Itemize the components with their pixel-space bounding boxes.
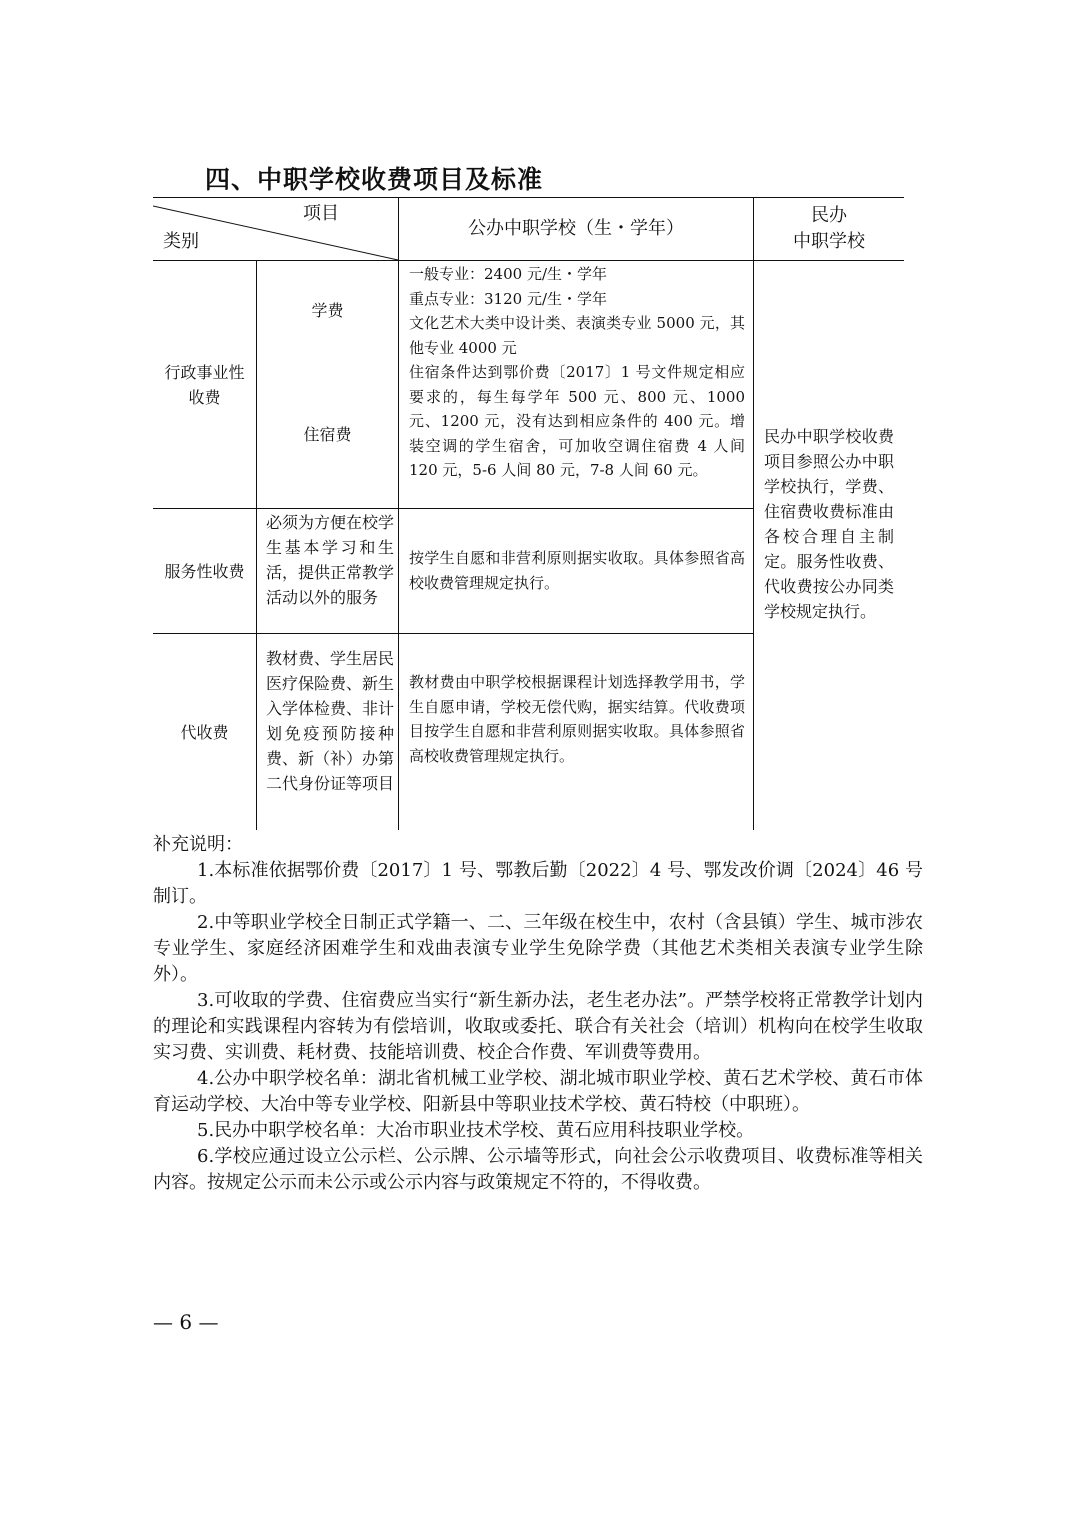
header-corner-category: 类别 [163, 231, 199, 252]
public-tuition-text [409, 262, 745, 360]
group-service-fee: 服务性收费 [164, 561, 245, 581]
column-divider-item [256, 260, 257, 830]
note-item: 1.本标准依据鄂价费〔2017〕1 号、鄂教后勤〔2022〕4 号、鄂发改价调〔2024〕46 号制订。 [153, 860, 923, 907]
public-lodging-text: 住宿条件达到鄂价费〔2017〕1 号文件规定相应要求的，每生每学年 500 元、800 元、1000 元、1200 元，没有达到相应条件的 400 元。增装空调的学生宿舍，可加收空调住宿费 4 人间 120 元，5-6 人间 80 元，7-8 人间 60 元。 [409, 363, 745, 480]
public-tuition-general: 一般专业：2400 元/生・学年 [409, 265, 607, 283]
item-tuition: 学费 [311, 300, 344, 320]
public-agency-text: 教材费由中职学校根据课程计划选择教学用书，学生自愿申请，学校无偿代购，据实结算。代收费项目按学生自愿和非营利原则据实收取。具体参照省高校收费管理规定执行。 [409, 673, 745, 765]
note-item: 3.可收取的学费、住宿费应当实行“新生新办法，老生老办法”。严禁学校将正常教学计划内的理论和实践课程内容转为有偿培训，收取或委托、联合有关社会（培训）机构向在校学生收取实习费、实训费、耗材费、技能培训费、校企合作费、军训费等费用。 [153, 990, 923, 1063]
private-school-text: 民办中职学校收费项目参照公办中职学校执行，学费、住宿费收费标准由各校合理自主制定。服务性收费、代收费按公办同类学校规定执行。 [764, 427, 894, 621]
page-number: — 6 — [153, 1310, 219, 1334]
header-private-line2: 中职学校 [793, 231, 865, 252]
item-service-desc: 必须为方便在校学生基本学习和生活，提供正常教学活动以外的服务 [266, 513, 395, 607]
column-divider-public [398, 197, 399, 830]
header-private-school [754, 198, 904, 260]
section-title: 四、中职学校收费项目及标准 [205, 165, 544, 194]
item-agency-desc: 教材费、学生居民医疗保险费、新生入学体检费、非计划免疫预防接种费、新（补）办第二代身份证等项目 [266, 649, 395, 793]
notes-heading: 补充说明： [153, 834, 243, 855]
column-divider-private [753, 197, 754, 830]
public-service-text: 按学生自愿和非营利原则据实收取。具体参照省高校收费管理规定执行。 [409, 549, 745, 592]
header-corner-item: 项目 [303, 203, 339, 224]
supplementary-notes [153, 832, 923, 1196]
public-tuition-arts: 文化艺术大类中设计类、表演类专业 5000 元，其他专业 4000 元 [409, 314, 745, 357]
note-item: 4.公办中职学校名单：湖北省机械工业学校、湖北城市职业学校、黄石艺术学校、黄石市体育运动学校、大冶中等专业学校、阳新县中等职业技术学校、黄石特校（中职班）。 [153, 1068, 923, 1115]
note-item: 5.民办中职学校名单：大冶市职业技术学校、黄石应用科技职业学校。 [197, 1120, 755, 1141]
group-agency-fee: 代收费 [180, 722, 229, 742]
item-lodging: 住宿费 [303, 424, 352, 444]
group-admin-fee: 行政事业性收费 [164, 362, 245, 407]
note-item: 2.中等职业学校全日制正式学籍一、二、三年级在校生中，农村（含县镇）学生、城市涉农专业学生、家庭经济困难学生和戏曲表演专业学生免除学费（其他艺术类相关表演专业学生除外）。 [153, 912, 923, 985]
public-tuition-key: 重点专业：3120 元/生・学年 [409, 289, 607, 308]
note-item: 6.学校应通过设立公示栏、公示牌、公示墙等形式，向社会公示收费项目、收费标准等相关内容。按规定公示而未公示或公示内容与政策规定不符的，不得收费。 [153, 1146, 923, 1193]
header-public-school: 公办中职学校（生・学年） [468, 218, 684, 239]
header-private-line1: 民办 [811, 205, 847, 226]
